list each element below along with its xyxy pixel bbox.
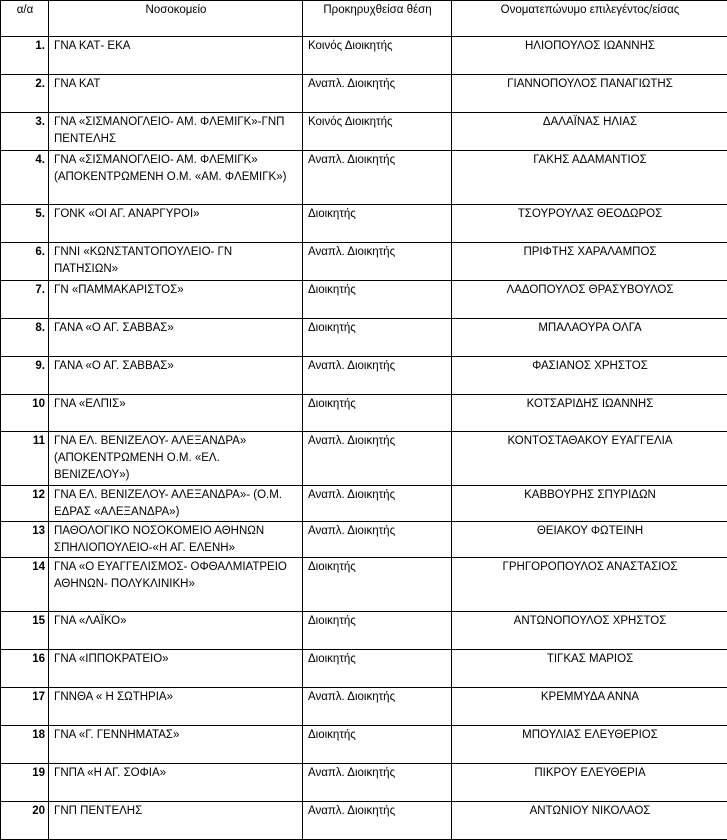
position-cell: Αναπλ. Διοικητής	[303, 357, 452, 395]
position-cell: Διοικητής	[303, 726, 452, 764]
person-cell: ΔΑΛΑΪΝΑΣ ΗΛΙΑΣ	[452, 113, 727, 151]
position-cell: Κοινός Διοικητής	[303, 113, 452, 151]
row-number: 13	[1, 522, 49, 558]
row-number: 10	[1, 395, 49, 432]
position-cell: Διοικητής	[303, 650, 452, 688]
person-cell: ΚΟΤΣΑΡΙΔΗΣ ΙΩΑΝΝΗΣ	[452, 395, 727, 432]
person-cell: ΤΣΟΥΡΟΥΛΑΣ ΘΕΟΔΩΡΟΣ	[452, 205, 727, 243]
person-cell: ΘΕΙΑΚΟΥ ΦΩΤΕΙΝΗ	[452, 522, 727, 558]
person-cell: ΛΑΔΟΠΟΥΛΟΣ ΘΡΑΣΥΒΟΥΛΟΣ	[452, 281, 727, 319]
table-row	[1, 688, 727, 726]
row-number: 18	[1, 726, 49, 764]
table-row	[1, 281, 727, 319]
table-row	[1, 319, 727, 357]
person-cell: ΦΑΣΙΑΝΟΣ ΧΡΗΣΤΟΣ	[452, 357, 727, 395]
hospital-cell: ΓΑΝΑ «Ο ΑΓ. ΣΑΒΒΑΣ»	[49, 319, 303, 357]
hospital-cell: ΓΝΑ ΚΑΤ- ΕΚΑ	[49, 37, 303, 75]
hospital-cell: ΓΝ «ΠΑΜΜΑΚΑΡΙΣΤΟΣ»	[49, 281, 303, 319]
hospital-cell: ΓΝΑ ΕΛ. ΒΕΝΙΖΕΛΟΥ- ΑΛΕΞΑΝΔΡΑ» (ΑΠΟΚΕΝΤΡΩΜΕΝΗ Ο.Μ. «ΕΛ. ΒΕΝΙΖΕΛΟΥ»)	[49, 432, 303, 486]
hospital-cell: ΓΝΠΑ «Η ΑΓ. ΣΟΦΙΑ»	[49, 764, 303, 802]
position-cell: Αναπλ. Διοικητής	[303, 802, 452, 840]
row-number: 3.	[1, 113, 49, 151]
hospital-cell: ΓΝΑ «ΙΠΠΟΚΡΑΤΕΙΟ»	[49, 650, 303, 688]
row-number: 6.	[1, 243, 49, 281]
table-row	[1, 37, 727, 75]
hospital-cell: ΓΝΑ ΚΑΤ	[49, 75, 303, 113]
table-row	[1, 522, 727, 558]
hospital-cell: ΓΝΑ ΕΛ. ΒΕΝΙΖΕΛΟΥ- ΑΛΕΞΑΝΔΡΑ»- (Ο.Μ. ΕΔΡΑΣ «ΑΛΕΞΑΝΔΡΑ»)	[49, 486, 303, 522]
position-cell: Αναπλ. Διοικητής	[303, 243, 452, 281]
person-cell: ΜΠΟΥΛΙΑΣ ΕΛΕΥΘΕΡΙΟΣ	[452, 726, 727, 764]
position-cell: Αναπλ. Διοικητής	[303, 522, 452, 558]
person-cell: ΑΝΤΩΝΙΟΥ ΝΙΚΟΛΑΟΣ	[452, 802, 727, 840]
row-number: 2.	[1, 75, 49, 113]
position-cell: Κοινός Διοικητής	[303, 37, 452, 75]
header-row	[1, 1, 727, 37]
hospital-cell: ΓΝΝΙ «ΚΩΝΣΤΑΝΤΟΠΟΥΛΕΙΟ- ΓΝ ΠΑΤΗΣΙΩΝ»	[49, 243, 303, 281]
table-row	[1, 205, 727, 243]
hospital-cell: ΓΝΑ «Ο ΕΥΑΓΓΕΛΙΣΜΟΣ- ΟΦΘΑΛΜΙΑΤΡΕΙΟ ΑΘΗΝΩΝ- ΠΟΛΥΚΛΙΝΙΚΗ»	[49, 558, 303, 612]
header-position: Προκηρυχθείσα θέση	[303, 1, 452, 37]
table-row	[1, 395, 727, 432]
hospital-cell: ΓΑΝΑ «Ο ΑΓ. ΣΑΒΒΑΣ»	[49, 357, 303, 395]
row-number: 9.	[1, 357, 49, 395]
row-number: 7.	[1, 281, 49, 319]
position-cell: Διοικητής	[303, 612, 452, 650]
table-row	[1, 802, 727, 840]
person-cell: ΤΙΓΚΑΣ ΜΑΡΙΟΣ	[452, 650, 727, 688]
person-cell: ΚΡΕΜΜΥΔΑ ΑΝΝΑ	[452, 688, 727, 726]
hospital-cell: ΠΑΘΟΛΟΓΙΚΟ ΝΟΣΟΚΟΜΕΙΟ ΑΘΗΝΩΝ ΣΠΗΛΙΟΠΟΥΛΕΙΟ-«Η ΑΓ. ΕΛΕΝΗ»	[49, 522, 303, 558]
person-cell: ΗΛΙΟΠΟΥΛΟΣ ΙΩΑΝΝΗΣ	[452, 37, 727, 75]
table-row	[1, 612, 727, 650]
row-number: 8.	[1, 319, 49, 357]
row-number: 19	[1, 764, 49, 802]
position-cell: Διοικητής	[303, 558, 452, 612]
row-number: 11	[1, 432, 49, 486]
table-row	[1, 486, 727, 522]
hospital-cell: ΓΝΑ «ΕΛΠΙΣ»	[49, 395, 303, 432]
row-number: 20	[1, 802, 49, 840]
person-cell: ΓΡΗΓΟΡΟΠΟΥΛΟΣ ΑΝΑΣΤΑΣΙΟΣ	[452, 558, 727, 612]
hospital-cell: ΓΝΑ «ΣΙΣΜΑΝΟΓΛΕΙΟ- ΑΜ. ΦΛΕΜΙΓΚ»-ΓΝΠ ΠΕΝΤΕΛΗΣ	[49, 113, 303, 151]
table-row	[1, 243, 727, 281]
row-number: 12	[1, 486, 49, 522]
table-row	[1, 151, 727, 205]
position-cell: Αναπλ. Διοικητής	[303, 75, 452, 113]
hospital-cell: ΓΝΑ «ΣΙΣΜΑΝΟΓΛΕΙΟ- ΑΜ. ΦΛΕΜΙΓΚ» (ΑΠΟΚΕΝΤΡΩΜΕΝΗ Ο.Μ. «ΑΜ. ΦΛΕΜΙΓΚ»)	[49, 151, 303, 205]
person-cell: ΑΝΤΩΝΟΠΟΥΛΟΣ ΧΡΗΣΤΟΣ	[452, 612, 727, 650]
position-cell: Αναπλ. Διοικητής	[303, 688, 452, 726]
position-cell: Διοικητής	[303, 281, 452, 319]
person-cell: ΓΙΑΝΝΟΠΟΥΛΟΣ ΠΑΝΑΓΙΩΤΗΣ	[452, 75, 727, 113]
header-num: α/α	[1, 1, 49, 37]
row-number: 5.	[1, 205, 49, 243]
row-number: 16	[1, 650, 49, 688]
table-body	[1, 37, 727, 840]
table-row	[1, 726, 727, 764]
position-cell: Αναπλ. Διοικητής	[303, 432, 452, 486]
table-row	[1, 432, 727, 486]
hospital-cell: ΓΟΝΚ «ΟΙ ΑΓ. ΑΝΑΡΓΥΡΟΙ»	[49, 205, 303, 243]
hospital-cell: ΓΝΝΘΑ « Η ΣΩΤΗΡΙΑ»	[49, 688, 303, 726]
hospital-cell: ΓΝΑ «Γ. ΓΕΝΝΗΜΑΤΑΣ»	[49, 726, 303, 764]
person-cell: ΓΑΚΗΣ ΑΔΑΜΑΝΤΙΟΣ	[452, 151, 727, 205]
position-cell: Αναπλ. Διοικητής	[303, 486, 452, 522]
table-row	[1, 558, 727, 612]
person-cell: ΠΡΙΦΤΗΣ ΧΑΡΑΛΑΜΠΟΣ	[452, 243, 727, 281]
row-number: 15	[1, 612, 49, 650]
row-number: 1.	[1, 37, 49, 75]
table-row	[1, 650, 727, 688]
header-person: Ονοματεπώνυμο επιλεγέντος/είσας	[452, 1, 727, 37]
person-cell: ΜΠΑΛΑΟΥΡΑ ΟΛΓΑ	[452, 319, 727, 357]
position-cell: Διοικητής	[303, 319, 452, 357]
table-row	[1, 113, 727, 151]
table-row	[1, 764, 727, 802]
hospital-cell: ΓΝΑ «ΛΑΪΚΟ»	[49, 612, 303, 650]
position-cell: Αναπλ. Διοικητής	[303, 764, 452, 802]
hospital-cell: ΓΝΠ ΠΕΝΤΕΛΗΣ	[49, 802, 303, 840]
position-cell: Διοικητής	[303, 205, 452, 243]
table-row	[1, 75, 727, 113]
position-cell: Διοικητής	[303, 395, 452, 432]
row-number: 14	[1, 558, 49, 612]
person-cell: ΚΟΝΤΟΣΤΑΘΑΚΟΥ ΕΥΑΓΓΕΛΙΑ	[452, 432, 727, 486]
row-number: 17	[1, 688, 49, 726]
person-cell: ΚΑΒΒΟΥΡΗΣ ΣΠΥΡΙΔΩΝ	[452, 486, 727, 522]
header-hospital: Νοσοκομείο	[49, 1, 303, 37]
person-cell: ΠΙΚΡΟΥ ΕΛΕΥΘΕΡΙΑ	[452, 764, 727, 802]
table-row	[1, 357, 727, 395]
row-number: 4.	[1, 151, 49, 205]
position-cell: Αναπλ. Διοικητής	[303, 151, 452, 205]
